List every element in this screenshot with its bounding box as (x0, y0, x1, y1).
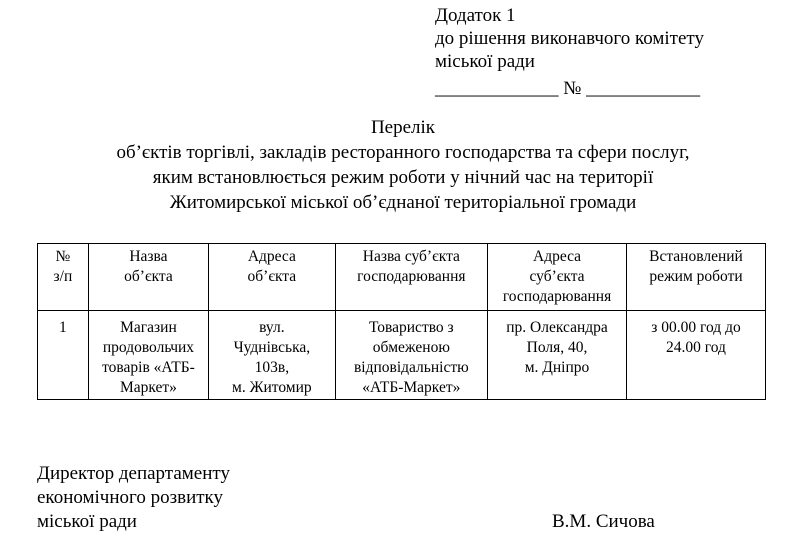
position-line-2: економічного розвитку (37, 487, 224, 508)
position-line-3: міської ради (37, 511, 137, 532)
cell-object-name: Магазин продовольчих товарів «АТБ- Маркет» (88, 311, 208, 400)
signatory-position (37, 462, 230, 534)
annex-council: міської ради (435, 51, 535, 72)
title-line-4: Житомирської міської об’єднаної територіальної громади (169, 192, 637, 213)
document-title (40, 115, 766, 215)
annex-decision: до рішення виконавчого комітету (435, 28, 704, 49)
cell-number: 1 (38, 311, 89, 400)
objects-table (37, 243, 766, 400)
header-working-hours: Встановлений режим роботи (627, 244, 766, 311)
header-object-name: Назва об’єкта (88, 244, 208, 311)
title-line-3: яким встановлюється режим роботи у нічний час на території (152, 167, 654, 188)
title-line-1: Перелік (370, 117, 436, 138)
table-header-row (38, 244, 766, 311)
cell-entity-address: пр. Олександра Поля, 40, м. Дніпро (488, 311, 627, 400)
position-line-1: Директор департаменту (37, 463, 230, 484)
annex-block (435, 4, 704, 100)
annex-number: Додаток 1 (435, 5, 516, 26)
title-line-2: об’єктів торгівлі, закладів ресторанного господарства та сфери послуг, (116, 142, 690, 163)
table-row (38, 311, 766, 400)
cell-object-address: вул. Чуднівська, 103в, м. Житомир (209, 311, 336, 400)
header-number: № з/п (38, 244, 89, 311)
signatory-name: В.М. Сичова (552, 511, 655, 532)
cell-working-hours: з 00.00 год до 24.00 год (627, 311, 766, 400)
header-entity-name: Назва суб’єкта господарювання (335, 244, 487, 311)
annex-date-number-line: _____________ № ____________ (435, 78, 701, 99)
cell-entity-name: Товариство з обмеженою відповідальністю «АТБ-Маркет» (335, 311, 487, 400)
header-object-address: Адреса об’єкта (209, 244, 336, 311)
header-entity-address: Адреса суб’єкта господарювання (488, 244, 627, 311)
